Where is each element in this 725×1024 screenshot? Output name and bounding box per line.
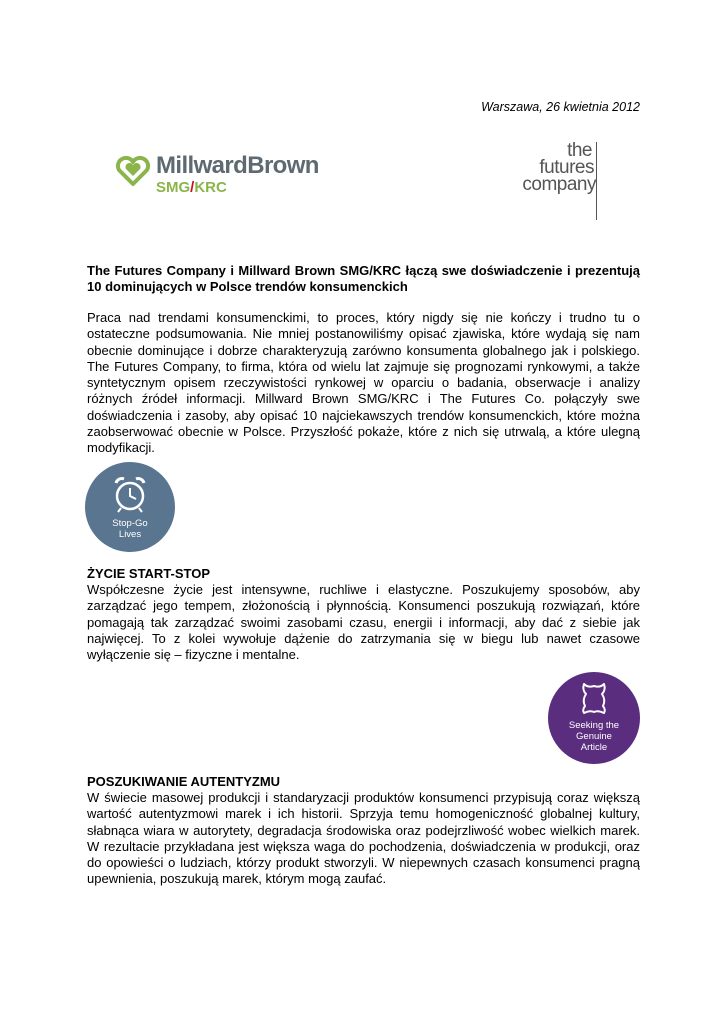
tfc-line-company: company xyxy=(522,174,596,195)
badge-label-line2: Lives xyxy=(118,529,142,540)
tfc-divider xyxy=(596,142,597,220)
badge-label-line3: Article xyxy=(580,742,608,753)
section-title-authenticity: POSZUKIWANIE AUTENTYZMU xyxy=(87,774,281,789)
section-title-stop-go: ŻYCIE START-STOP xyxy=(87,566,211,581)
intro-paragraph: Praca nad trendami konsumenckimi, to proces, który nigdy się nie kończy i trudno tu o ostateczne podsumowania. Nie mniej postanowiliśmy opisać zjawiska, które wydają się nam obecnie dominujące i dobrze charakteryzują zarówno konsumenta globalnego jak i polskiego. The Futures Company, to firma, która od wielu lat zajmuje się prognozami rynkowymi, a także syntetycznym opisem rzeczywistości rynkowej w oparciu o badania, obserwacje i analizy różnych źródeł informacji. Millward Brown SMG/KRC i The Futures Co. połączyły swe doświadczenia i zasoby, aby opisać 10 najciekawszych trendów konsumenckich, które można zaobserwować obecnie w Polsce. Przyszłość pokaże, które z nich się utrwalą, a które ulegną modyfikacji. xyxy=(87,310,640,456)
document-date: Warszawa, 26 kwietnia 2012 xyxy=(481,100,640,114)
tfc-line-the: the xyxy=(567,140,592,161)
badge-label-line1: Stop-Go xyxy=(112,518,148,529)
stop-go-lives-badge xyxy=(85,462,175,552)
section-text-authenticity: W świecie masowej produkcji i standaryzacji produktów konsumenci przypisują coraz większą wartość autentyzmowi marek i ich historii. Sprzyja temu homogeniczność globalnej kultury, słabnąca wiara w autorytety, degradacja środowiska oraz podejrzliwość wobec wielkich marek. W rezultacie przykładana jest większa waga do pochodzenia, doświadczenia w produkcji, oraz do opowieści o ludziach, którzy produkt stworzyli. W niepewnych czasach konsumenci pragną upewnienia, poszukują marek, którym mogą zaufać. xyxy=(87,790,640,887)
section-text-stop-go: Współczesne życie jest intensywne, ruchliwe i elastyczne. Poszukujemy sposobów, aby zarządzać jego tempem, złożonością i płynnością. Konsumenci poszukują rozwiązań, które pomagają tak zarządzać swoimi zasobami czasu, energii i informacji, aby dać z siebie jak najwięcej. To z kolei wywołuje dążenie do zatrzymania się w biegu lub nawet czasowe wyłączenie się – fizyczne i mentalne. xyxy=(87,582,640,663)
alarm-clock-icon xyxy=(110,474,150,514)
badge-label-line1: Seeking the xyxy=(568,720,620,731)
tfc-line-futures: futures xyxy=(539,157,594,178)
leather-hide-icon xyxy=(576,680,612,716)
millward-brown-wordmark: MillwardBrown xyxy=(156,152,319,179)
futures-company-logo xyxy=(514,140,598,220)
mb-heart-logo-icon xyxy=(115,154,151,188)
press-release-headline: The Futures Company i Millward Brown SMG/KRC łączą swe doświadczenie i prezentują 10 dominujących w Polsce trendów konsumenckich xyxy=(87,263,640,294)
badge-label-line2: Genuine xyxy=(576,731,612,742)
smg-krc-wordmark: SMG/KRC xyxy=(156,179,227,196)
millward-brown-logo xyxy=(115,148,319,198)
seeking-genuine-article-badge xyxy=(548,672,640,764)
